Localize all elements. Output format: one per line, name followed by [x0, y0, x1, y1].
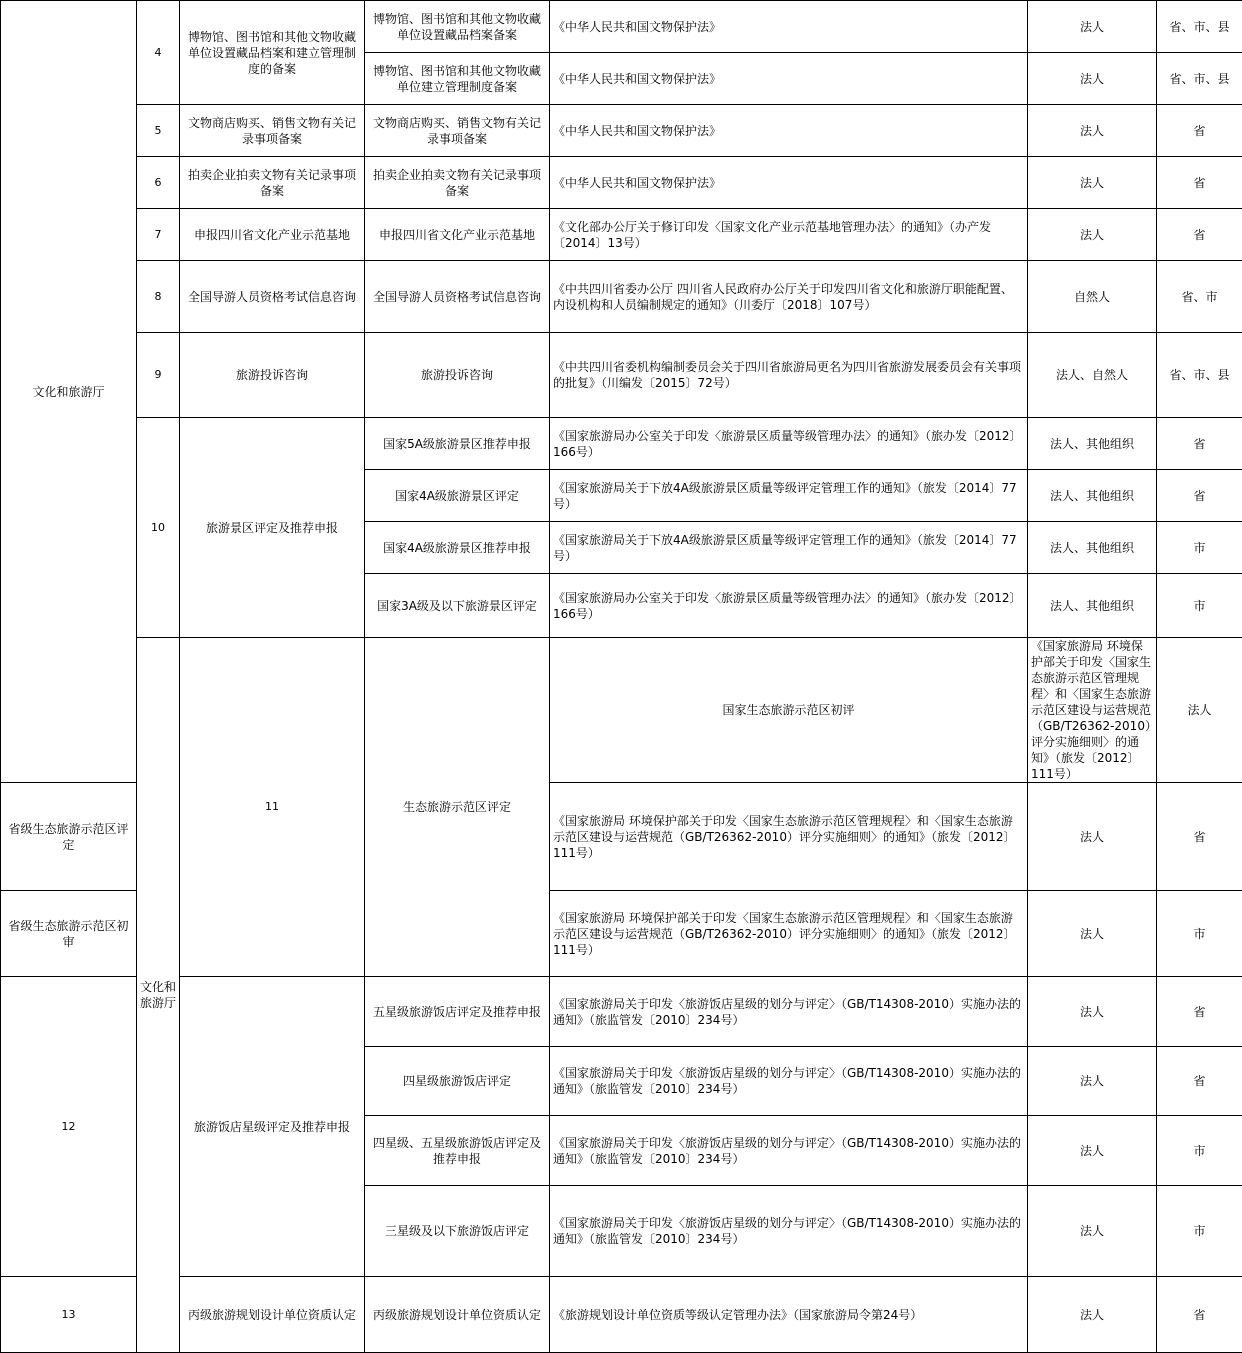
legal-basis: 《中华人民共和国文物保护法》	[550, 157, 1028, 209]
handling-level: 省	[1157, 105, 1242, 157]
handling-level: 省	[1157, 783, 1242, 891]
legal-basis: 《中共四川省委办公厅 四川省人民政府办公厅关于印发四川省文化和旅游厅职能配置、内设机构和人员编制规定的通知》（川委厅〔2018〕107号）	[550, 261, 1028, 333]
item-name: 博物馆、图书馆和其他文物收藏单位设置藏品档案和建立管理制度的备案	[180, 1, 365, 105]
legal-basis: 《国家旅游局 环境保护部关于印发〈国家生态旅游示范区管理规程〉和〈国家生态旅游示范区建设与运营规范（GB/T26362-2010）评分实施细则〉的通知》（旅发〔2012〕111号）	[1028, 638, 1157, 783]
legal-basis: 《国家旅游局关于印发〈旅游饭店星级的划分与评定〉（GB/T14308-2010）实施办法的通知》（旅监管发〔2010〕234号）	[550, 1186, 1028, 1277]
sub-item-name: 全国导游人员资格考试信息咨询	[365, 261, 550, 333]
item-number: 4	[137, 1, 180, 105]
legal-basis: 《国家旅游局关于下放4A级旅游景区质量等级评定管理工作的通知》（旅发〔2014〕77号）	[550, 470, 1028, 522]
service-target: 法人、其他组织	[1028, 522, 1157, 574]
handling-level: 省	[1157, 977, 1242, 1047]
handling-level: 市	[1157, 1186, 1242, 1277]
legal-basis: 《国家旅游局办公室关于印发〈旅游景区质量等级管理办法〉的通知》（旅办发〔2012〕166号）	[550, 418, 1028, 470]
item-name: 丙级旅游规划设计单位资质认定	[180, 1277, 365, 1353]
sub-item-name: 三星级及以下旅游饭店评定	[365, 1186, 550, 1277]
service-target: 法人	[1028, 105, 1157, 157]
sub-item-name: 国家4A级旅游景区评定	[365, 470, 550, 522]
sub-item-name: 国家3A级及以下旅游景区评定	[365, 574, 550, 638]
table-row	[1, 418, 1242, 470]
handling-level: 省、市、县	[1157, 333, 1242, 418]
item-name: 旅游饭店星级评定及推荐申报	[180, 977, 365, 1277]
handling-level: 市	[1157, 891, 1242, 977]
legal-basis: 《国家旅游局办公室关于印发〈旅游景区质量等级管理办法〉的通知》（旅办发〔2012〕166号）	[550, 574, 1028, 638]
legal-basis: 《中华人民共和国文物保护法》	[550, 53, 1028, 105]
item-number: 11	[180, 638, 365, 977]
item-number: 9	[137, 333, 180, 418]
item-name: 生态旅游示范区评定	[365, 638, 550, 977]
sub-item-name: 申报四川省文化产业示范基地	[365, 209, 550, 261]
service-target: 法人	[1028, 1047, 1157, 1116]
table-row	[1, 209, 1242, 261]
service-target: 法人	[1028, 783, 1157, 891]
sub-item-name: 文物商店购买、销售文物有关记录事项备案	[365, 105, 550, 157]
table-row	[1, 638, 1242, 783]
sub-item-name: 国家4A级旅游景区推荐申报	[365, 522, 550, 574]
item-name: 旅游投诉咨询	[180, 333, 365, 418]
service-target: 法人、其他组织	[1028, 418, 1157, 470]
handling-level: 省	[1157, 470, 1242, 522]
sub-item-name: 拍卖企业拍卖文物有关记录事项备案	[365, 157, 550, 209]
service-target: 法人	[1028, 891, 1157, 977]
legal-basis: 《国家旅游局关于下放4A级旅游景区质量等级评定管理工作的通知》（旅发〔2014〕77号）	[550, 522, 1028, 574]
service-target: 自然人	[1028, 261, 1157, 333]
handling-level: 省、市、县	[1157, 53, 1242, 105]
service-target: 法人、其他组织	[1028, 574, 1157, 638]
item-name: 旅游景区评定及推荐申报	[180, 418, 365, 638]
handling-level: 市	[1157, 574, 1242, 638]
item-number: 5	[137, 105, 180, 157]
item-number: 12	[1, 977, 137, 1277]
service-target: 法人	[1028, 1, 1157, 53]
table-row	[1, 333, 1242, 418]
item-name: 全国导游人员资格考试信息咨询	[180, 261, 365, 333]
legal-basis: 《中华人民共和国文物保护法》	[550, 105, 1028, 157]
table-row	[1, 261, 1242, 333]
table-row	[1, 157, 1242, 209]
table-row	[1, 977, 1242, 1047]
sub-item-name: 国家5A级旅游景区推荐申报	[365, 418, 550, 470]
service-target: 法人	[1028, 157, 1157, 209]
service-target: 法人	[1028, 1277, 1157, 1353]
handling-level: 省、市、县	[1157, 1, 1242, 53]
sub-item-name: 省级生态旅游示范区评定	[1, 783, 137, 891]
sub-item-name: 旅游投诉咨询	[365, 333, 550, 418]
sub-item-name: 丙级旅游规划设计单位资质认定	[365, 1277, 550, 1353]
service-target: 法人	[1028, 977, 1157, 1047]
service-target: 法人	[1157, 638, 1242, 783]
service-target: 法人	[1028, 1116, 1157, 1186]
table-row	[1, 105, 1242, 157]
sub-item-name: 国家生态旅游示范区初评	[550, 638, 1028, 783]
table-row	[1, 1277, 1242, 1353]
legal-basis: 《国家旅游局 环境保护部关于印发〈国家生态旅游示范区管理规程〉和〈国家生态旅游示范区建设与运营规范（GB/T26362-2010）评分实施细则〉的通知》（旅发〔2012〕111号）	[550, 891, 1028, 977]
department-cell: 文化和旅游厅	[1, 1, 137, 783]
legal-basis: 《旅游规划设计单位资质等级认定管理办法》（国家旅游局令第24号）	[550, 1277, 1028, 1353]
handling-level: 省	[1157, 157, 1242, 209]
service-target: 法人、自然人	[1028, 333, 1157, 418]
item-name: 文物商店购买、销售文物有关记录事项备案	[180, 105, 365, 157]
item-number: 7	[137, 209, 180, 261]
item-number: 8	[137, 261, 180, 333]
service-target: 法人、其他组织	[1028, 470, 1157, 522]
legal-basis: 《国家旅游局关于印发〈旅游饭店星级的划分与评定〉（GB/T14308-2010）实施办法的通知》（旅监管发〔2010〕234号）	[550, 977, 1028, 1047]
sub-item-name: 省级生态旅游示范区初审	[1, 891, 137, 977]
service-target: 法人	[1028, 53, 1157, 105]
department-cell: 文化和旅游厅	[137, 638, 180, 1353]
table-row	[1, 1, 1242, 53]
item-name: 申报四川省文化产业示范基地	[180, 209, 365, 261]
service-target: 法人	[1028, 1186, 1157, 1277]
handling-level: 市	[1157, 522, 1242, 574]
service-target: 法人	[1028, 209, 1157, 261]
sub-item-name: 五星级旅游饭店评定及推荐申报	[365, 977, 550, 1047]
sub-item-name: 四星级旅游饭店评定	[365, 1047, 550, 1116]
handling-level: 省	[1157, 1047, 1242, 1116]
sub-item-name: 博物馆、图书馆和其他文物收藏单位建立管理制度备案	[365, 53, 550, 105]
sub-item-name: 四星级、五星级旅游饭店评定及推荐申报	[365, 1116, 550, 1186]
item-number: 6	[137, 157, 180, 209]
handling-level: 省	[1157, 1277, 1242, 1353]
legal-basis: 《国家旅游局关于印发〈旅游饭店星级的划分与评定〉（GB/T14308-2010）实施办法的通知》（旅监管发〔2010〕234号）	[550, 1116, 1028, 1186]
item-number: 10	[137, 418, 180, 638]
item-name: 拍卖企业拍卖文物有关记录事项备案	[180, 157, 365, 209]
handling-level: 省	[1157, 418, 1242, 470]
legal-basis: 《文化部办公厅关于修订印发〈国家文化产业示范基地管理办法〉的通知》（办产发〔2014〕13号）	[550, 209, 1028, 261]
legal-basis: 《中华人民共和国文物保护法》	[550, 1, 1028, 53]
item-number: 13	[1, 1277, 137, 1353]
handling-level: 市	[1157, 1116, 1242, 1186]
handling-level: 省、市	[1157, 261, 1242, 333]
legal-basis: 《中共四川省委机构编制委员会关于四川省旅游局更名为四川省旅游发展委员会有关事项的批复》（川编发〔2015〕72号）	[550, 333, 1028, 418]
legal-basis: 《国家旅游局 环境保护部关于印发〈国家生态旅游示范区管理规程〉和〈国家生态旅游示范区建设与运营规范（GB/T26362-2010）评分实施细则〉的通知》（旅发〔2012〕111号）	[550, 783, 1028, 891]
handling-level: 省	[1157, 209, 1242, 261]
sub-item-name: 博物馆、图书馆和其他文物收藏单位设置藏品档案备案	[365, 1, 550, 53]
legal-basis: 《国家旅游局关于印发〈旅游饭店星级的划分与评定〉（GB/T14308-2010）实施办法的通知》（旅监管发〔2010〕234号）	[550, 1047, 1028, 1116]
